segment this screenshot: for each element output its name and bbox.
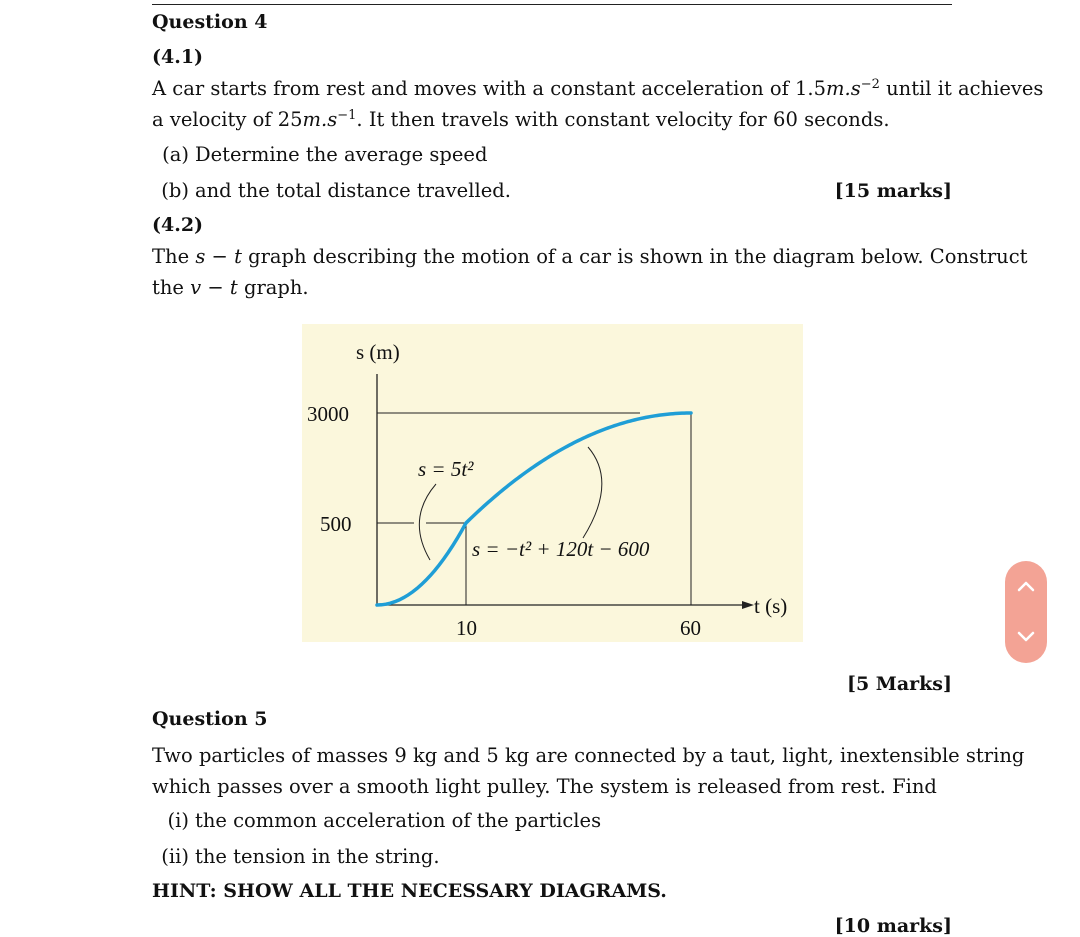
chevron-up-icon bbox=[1016, 579, 1036, 593]
question-5-title: Question 5 bbox=[152, 708, 268, 730]
chevron-down-icon bbox=[1016, 630, 1036, 644]
part-4-2-line-2: the v − t graph. bbox=[152, 276, 309, 299]
x-tick-label: 60 bbox=[680, 616, 701, 640]
y-tick-label: 3000 bbox=[307, 402, 349, 426]
scroll-down-button[interactable] bbox=[1005, 612, 1047, 663]
x-axis-arrow bbox=[742, 601, 754, 609]
document-page bbox=[152, 0, 1044, 937]
y-axis-label: s (m) bbox=[356, 340, 400, 364]
part-4-1-label: (4.1) bbox=[152, 46, 204, 68]
s-t-graph-figure bbox=[302, 324, 803, 642]
x-tick-label: 10 bbox=[456, 616, 477, 640]
s-t-curve bbox=[377, 413, 691, 605]
part-4-1-line-2: a velocity of $25m.s^{-1}$. It then travels with constant velocity for 60 seconds. bbox=[152, 108, 890, 131]
list-item: (a) Determine the average speed bbox=[162, 143, 488, 166]
list-item: (i) the common acceleration of the particles bbox=[167, 809, 602, 832]
list-item: (b) and the total distance travelled. bbox=[161, 179, 511, 202]
top-divider bbox=[152, 4, 952, 5]
part-4-2-label: (4.2) bbox=[152, 214, 204, 236]
marks-label: [15 marks] bbox=[834, 180, 952, 202]
s-t-graph bbox=[302, 324, 803, 642]
marks-label: [5 Marks] bbox=[846, 673, 952, 695]
equation-label: s = −t² + 120t − 600 bbox=[472, 537, 650, 561]
question-4-title: Question 4 bbox=[152, 11, 268, 33]
eq2-pointer bbox=[583, 447, 602, 538]
equation-label: s = 5t² bbox=[418, 457, 474, 481]
eq1-pointer bbox=[419, 484, 436, 560]
y-tick-label: 500 bbox=[320, 512, 352, 536]
scroll-up-button[interactable] bbox=[1005, 561, 1047, 612]
hint-text: HINT: SHOW ALL THE NECESSARY DIAGRAMS. bbox=[152, 880, 667, 902]
scroll-widget bbox=[1005, 561, 1047, 663]
part-4-1-line-1: A car starts from rest and moves with a constant acceleration of $1.5m.s^{-2}$ until it achieves bbox=[152, 77, 1044, 100]
part-4-2-line-1: The s − t graph describing the motion of a car is shown in the diagram below. Construct bbox=[152, 245, 1028, 268]
question-5-line-1: Two particles of masses 9 kg and 5 kg are connected by a taut, light, inextensible string bbox=[152, 744, 1025, 767]
x-axis-label: t (s) bbox=[754, 594, 788, 618]
question-5-line-2: which passes over a smooth light pulley. The system is released from rest. Find bbox=[152, 775, 937, 798]
marks-label: [10 marks] bbox=[834, 915, 952, 937]
list-item: (ii) the tension in the string. bbox=[161, 845, 440, 868]
